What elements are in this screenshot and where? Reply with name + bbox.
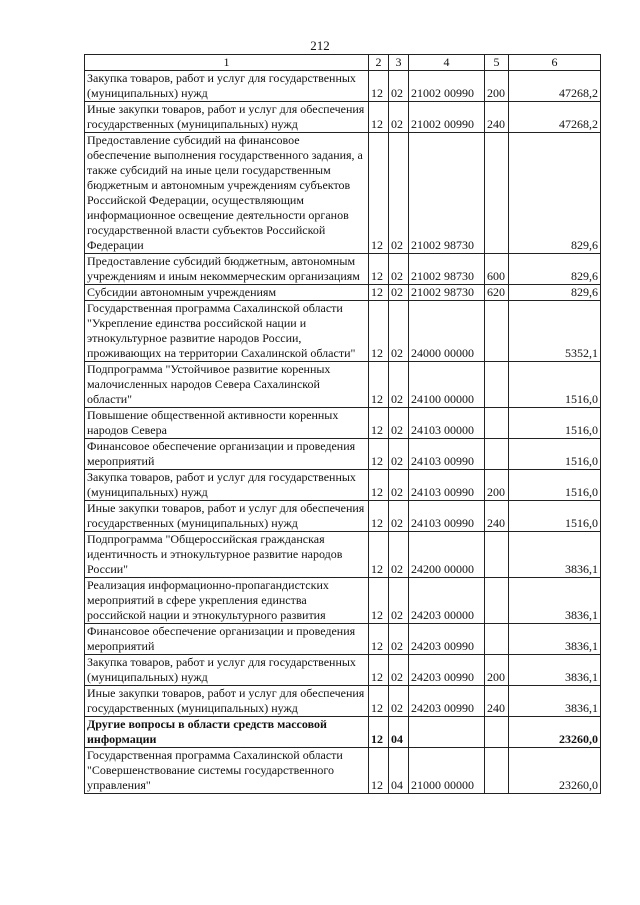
- amount-cell: 1516,0: [509, 439, 601, 470]
- amount-cell: 3836,1: [509, 686, 601, 717]
- target-article-code-cell: 24103 00000: [409, 408, 485, 439]
- amount-cell: 23260,0: [509, 748, 601, 794]
- name-cell: Государственная программа Сахалинской области "Совершенствование системы государственного управления": [85, 748, 369, 794]
- subsection-code-cell: 02: [389, 71, 409, 102]
- header-cell: 2: [369, 55, 389, 71]
- name-cell: Предоставление субсидий бюджетным, автономным учреждениям и иным некоммерческим организациям: [85, 254, 369, 285]
- section-code-cell: 12: [369, 748, 389, 794]
- target-article-code-cell: 24103 00990: [409, 470, 485, 501]
- name-cell: Закупка товаров, работ и услуг для государственных (муниципальных) нужд: [85, 71, 369, 102]
- table-row: [85, 624, 601, 655]
- amount-cell: 5352,1: [509, 301, 601, 362]
- name-cell: Финансовое обеспечение организации и проведения мероприятий: [85, 624, 369, 655]
- table-row: [85, 254, 601, 285]
- subsection-code-cell: 02: [389, 532, 409, 578]
- section-code-cell: 12: [369, 501, 389, 532]
- section-code-cell: 12: [369, 254, 389, 285]
- table-row: [85, 408, 601, 439]
- table-row: [85, 578, 601, 624]
- subsection-code-cell: 02: [389, 301, 409, 362]
- subsection-code-cell: 02: [389, 624, 409, 655]
- name-cell: Государственная программа Сахалинской области "Укрепление единства российской нации и этнокультурное развитие народов России, проживающих на территории Сахалинской области": [85, 301, 369, 362]
- subsection-code-cell: 02: [389, 254, 409, 285]
- expense-type-code-cell: 240: [485, 102, 509, 133]
- section-code-cell: 12: [369, 362, 389, 408]
- target-article-code-cell: 24203 00990: [409, 686, 485, 717]
- section-code-cell: 12: [369, 717, 389, 748]
- expense-type-code-cell: 200: [485, 470, 509, 501]
- table-row: [85, 133, 601, 254]
- header-row: [85, 55, 601, 71]
- section-code-cell: 12: [369, 532, 389, 578]
- expense-type-code-cell: 200: [485, 71, 509, 102]
- table-row: [85, 655, 601, 686]
- target-article-code-cell: 21002 00990: [409, 71, 485, 102]
- expense-type-code-cell: [485, 578, 509, 624]
- subsection-code-cell: 02: [389, 686, 409, 717]
- amount-cell: 829,6: [509, 254, 601, 285]
- target-article-code-cell: 21002 98730: [409, 285, 485, 301]
- subsection-code-cell: 02: [389, 470, 409, 501]
- amount-cell: 3836,1: [509, 532, 601, 578]
- amount-cell: 1516,0: [509, 408, 601, 439]
- name-cell: Подпрограмма "Устойчивое развитие коренных малочисленных народов Севера Сахалинской области": [85, 362, 369, 408]
- expense-type-code-cell: [485, 133, 509, 254]
- header-cell: 6: [509, 55, 601, 71]
- section-code-cell: 12: [369, 285, 389, 301]
- expense-type-code-cell: 600: [485, 254, 509, 285]
- subsection-code-cell: 04: [389, 748, 409, 794]
- amount-cell: 829,6: [509, 285, 601, 301]
- name-cell: Субсидии автономным учреждениям: [85, 285, 369, 301]
- table-row: [85, 301, 601, 362]
- target-article-code-cell: 24000 00000: [409, 301, 485, 362]
- subsection-code-cell: 04: [389, 717, 409, 748]
- name-cell: Иные закупки товаров, работ и услуг для обеспечения государственных (муниципальных) нужд: [85, 686, 369, 717]
- section-code-cell: 12: [369, 133, 389, 254]
- expense-type-code-cell: 200: [485, 655, 509, 686]
- table-row: [85, 362, 601, 408]
- expense-type-code-cell: [485, 301, 509, 362]
- name-cell: Повышение общественной активности коренных народов Севера: [85, 408, 369, 439]
- target-article-code-cell: 21000 00000: [409, 748, 485, 794]
- expense-type-code-cell: 240: [485, 501, 509, 532]
- amount-cell: 1516,0: [509, 362, 601, 408]
- header-cell: 5: [485, 55, 509, 71]
- table-row: [85, 748, 601, 794]
- header-cell: 3: [389, 55, 409, 71]
- name-cell: Подпрограмма "Общероссийская гражданская идентичность и этнокультурное развитие народов России": [85, 532, 369, 578]
- target-article-code-cell: 24100 00000: [409, 362, 485, 408]
- subsection-code-cell: 02: [389, 439, 409, 470]
- section-code-cell: 12: [369, 655, 389, 686]
- section-code-cell: 12: [369, 301, 389, 362]
- section-code-cell: 12: [369, 71, 389, 102]
- page-number: 212: [310, 38, 330, 53]
- table-row: [85, 71, 601, 102]
- target-article-code-cell: 21002 98730: [409, 133, 485, 254]
- subsection-code-cell: 02: [389, 285, 409, 301]
- expense-type-code-cell: [485, 362, 509, 408]
- amount-cell: 1516,0: [509, 470, 601, 501]
- amount-cell: 47268,2: [509, 71, 601, 102]
- amount-cell: 47268,2: [509, 102, 601, 133]
- amount-cell: 3836,1: [509, 578, 601, 624]
- table-row: [85, 686, 601, 717]
- name-cell: Закупка товаров, работ и услуг для государственных (муниципальных) нужд: [85, 655, 369, 686]
- name-cell: Другие вопросы в области средств массовой информации: [85, 717, 369, 748]
- subsection-code-cell: 02: [389, 655, 409, 686]
- table-row: [85, 717, 601, 748]
- section-code-cell: 12: [369, 470, 389, 501]
- table-row: [85, 532, 601, 578]
- table-row: [85, 102, 601, 133]
- amount-cell: 3836,1: [509, 655, 601, 686]
- target-article-code-cell: 21002 98730: [409, 254, 485, 285]
- subsection-code-cell: 02: [389, 578, 409, 624]
- amount-cell: 3836,1: [509, 624, 601, 655]
- subsection-code-cell: 02: [389, 133, 409, 254]
- table-row: [85, 285, 601, 301]
- target-article-code-cell: 24203 00000: [409, 578, 485, 624]
- target-article-code-cell: 24103 00990: [409, 439, 485, 470]
- name-cell: Закупка товаров, работ и услуг для государственных (муниципальных) нужд: [85, 470, 369, 501]
- subsection-code-cell: 02: [389, 408, 409, 439]
- expense-type-code-cell: [485, 532, 509, 578]
- target-article-code-cell: [409, 717, 485, 748]
- target-article-code-cell: 24200 00000: [409, 532, 485, 578]
- expense-type-code-cell: [485, 717, 509, 748]
- target-article-code-cell: 24103 00990: [409, 501, 485, 532]
- section-code-cell: 12: [369, 408, 389, 439]
- name-cell: Предоставление субсидий на финансовое обеспечение выполнения государственного задания, а также субсидий на иные цели государственным бюджетным и автономным учреждениям субъектов Российской Федерации, осуществляющим информационное освещение деятельности органов государственной власти субъектов Российской Федерации: [85, 133, 369, 254]
- table-row: [85, 439, 601, 470]
- target-article-code-cell: 24203 00990: [409, 655, 485, 686]
- expense-type-code-cell: 620: [485, 285, 509, 301]
- subsection-code-cell: 02: [389, 501, 409, 532]
- subsection-code-cell: 02: [389, 102, 409, 133]
- expense-type-code-cell: 240: [485, 686, 509, 717]
- amount-cell: 23260,0: [509, 717, 601, 748]
- name-cell: Иные закупки товаров, работ и услуг для обеспечения государственных (муниципальных) нужд: [85, 102, 369, 133]
- expense-type-code-cell: [485, 748, 509, 794]
- amount-cell: 1516,0: [509, 501, 601, 532]
- name-cell: Финансовое обеспечение организации и проведения мероприятий: [85, 439, 369, 470]
- name-cell: Иные закупки товаров, работ и услуг для обеспечения государственных (муниципальных) нужд: [85, 501, 369, 532]
- name-cell: Реализация информационно-пропагандистских мероприятий в сфере укрепления единства российской нации и этнокультурного развития: [85, 578, 369, 624]
- header-cell: 4: [409, 55, 485, 71]
- section-code-cell: 12: [369, 102, 389, 133]
- target-article-code-cell: 21002 00990: [409, 102, 485, 133]
- section-code-cell: 12: [369, 578, 389, 624]
- amount-cell: 829,6: [509, 133, 601, 254]
- budget-table: [84, 54, 601, 794]
- expense-type-code-cell: [485, 408, 509, 439]
- expense-type-code-cell: [485, 439, 509, 470]
- section-code-cell: 12: [369, 624, 389, 655]
- section-code-cell: 12: [369, 686, 389, 717]
- expense-type-code-cell: [485, 624, 509, 655]
- section-code-cell: 12: [369, 439, 389, 470]
- table-row: [85, 501, 601, 532]
- header-cell: 1: [85, 55, 369, 71]
- table-row: [85, 470, 601, 501]
- target-article-code-cell: 24203 00990: [409, 624, 485, 655]
- subsection-code-cell: 02: [389, 362, 409, 408]
